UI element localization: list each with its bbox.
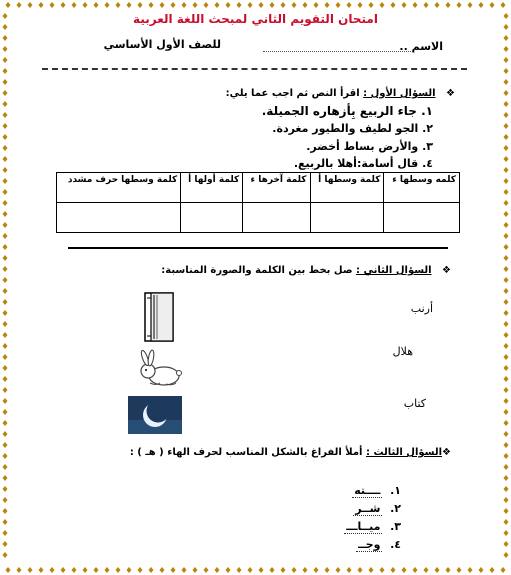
question1-heading [226,88,455,99]
answer-cell[interactable] [181,203,243,233]
question2-instruction: صل بخط بين الكلمة والصورة المناسبة: [161,265,353,276]
word-crescent: هلال [392,345,413,358]
word-classification-table [56,172,460,233]
sentence-3: ٣. والأرض بساط أخضر. [306,140,433,153]
crescent-moon-icon [128,396,182,434]
name-label: الاسم .. [399,40,443,53]
table-header-cell: كلمة آخرها ء [243,173,310,203]
fill-blank[interactable]: ــــته [354,484,381,497]
fill-item: ٤. وجــ [358,538,401,551]
fill-blank[interactable]: وجــ [358,538,381,551]
book-icon [144,292,174,342]
exam-title: امتحان التقويم الثاني لمبحث اللغة العربية [133,12,378,26]
answer-cell[interactable] [310,203,384,233]
table-header-cell: كلمة أولها أ [181,173,243,203]
rabbit-icon [136,349,184,389]
table-header-row [57,173,460,203]
grade-label: للصف الأول الأساسي [103,38,221,51]
top-divider [42,68,467,70]
fill-item: ٣. ميــاـــ [346,520,401,533]
sentence-1: ١. جاء الربيع بِأزهاره الجميلة. [261,104,433,118]
fill-blank[interactable]: ميــاـــ [346,520,381,533]
middle-divider [68,247,448,249]
sentence-2: ٢. الجو لطيف والطيور مغردة. [272,122,433,135]
answer-cell[interactable] [243,203,310,233]
table-answer-row [57,203,460,233]
word-book: كتاب [403,397,426,410]
word-rabbit: أرنب [410,302,433,315]
fill-item: ١. ــــته [354,484,401,497]
question2-label: السؤال الثاني : [355,265,432,276]
diamond-bullet-icon: ❖ [446,88,455,99]
question3-label: السؤال الثالث : [365,447,443,458]
table-header-cell: كلمه وسطها ء [384,173,460,203]
answer-cell[interactable] [57,203,181,233]
question2-heading [161,265,451,276]
name-field-line[interactable] [263,44,413,52]
answer-cell[interactable] [384,203,460,233]
diamond-bullet-icon: ❖ [442,447,451,458]
table-header-cell: كلمة وسطها حرف مشدد [57,173,181,203]
fill-item: ٢. شــر [355,502,401,515]
question1-instruction: اقرأ النص ثم اجب عما يلي: [225,88,360,99]
table-header-cell: كلمة وسطها أ [310,173,384,203]
question3-instruction: أملأ الفراغ بالشكل المناسب لحرف الهاء ( هـ ) : [129,447,363,458]
question3-heading [130,447,451,458]
diamond-bullet-icon: ❖ [442,265,451,276]
question1-label: السؤال الأول : [363,88,436,99]
sentence-4: ٤. قال أسامة:أهلا بالربيع. [293,157,433,170]
fill-blank[interactable]: شــر [355,502,381,515]
